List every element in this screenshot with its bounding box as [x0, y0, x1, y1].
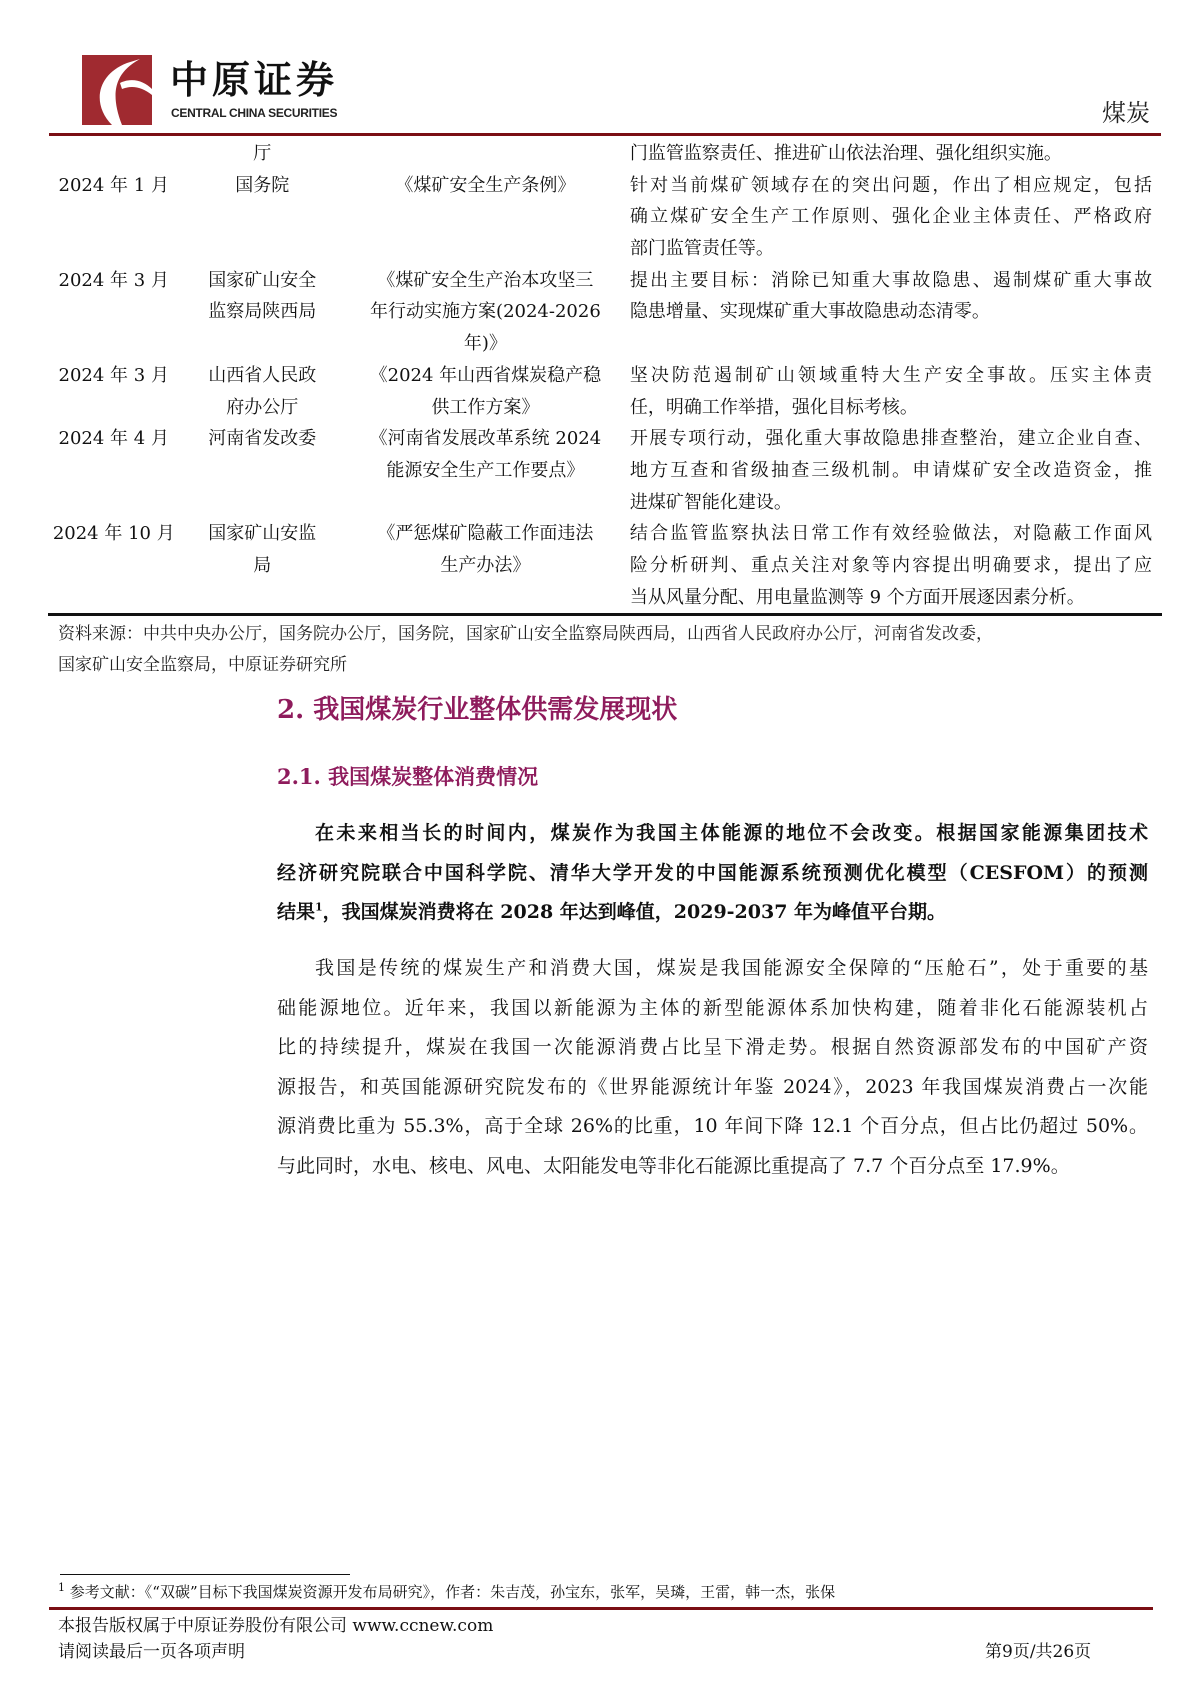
issuer-cell: [180, 265, 345, 360]
cell-line: 进煤矿智能化建设。: [629, 491, 792, 513]
page-number: 第9页/共26页: [985, 1642, 1092, 1662]
table-row: [48, 265, 1152, 360]
date-cell: [48, 518, 180, 613]
document-cell: [345, 265, 626, 360]
issuer-cell: [180, 360, 345, 423]
cell-line: 2024 年 3 月: [58, 364, 169, 386]
date-cell: [48, 265, 180, 360]
subsection-heading: 2.1. 我国煤炭整体消费情况: [277, 764, 539, 789]
disclaimer-notice: 请阅读最后一页各项声明: [58, 1642, 245, 1662]
date-cell: [48, 170, 180, 265]
content-cell: [626, 138, 1152, 170]
cell-line: 部门监管责任等。: [629, 238, 774, 260]
cell-line: 年行动实施方案(2024-2026: [370, 301, 601, 323]
document-cell: [345, 360, 626, 423]
cell-line: 当从风量分配、用电量监测等 9 个方面开展逐因素分析。: [629, 586, 1085, 608]
key-finding-paragraph: [277, 814, 1148, 933]
issuer-cell: [180, 170, 345, 265]
cell-line: 2024 年 4 月: [58, 428, 169, 450]
table-row: [48, 360, 1152, 423]
cell-line: 针对当前煤矿领域存在的突出问题，作出了相应规定，包括: [629, 174, 1152, 196]
document-cell: [345, 138, 626, 170]
cell-line: 门监管监察责任、推进矿山依法治理、强化组织实施。: [629, 143, 1062, 164]
content-cell: [626, 170, 1152, 265]
content-cell: [626, 518, 1152, 613]
cell-line: 坚决防范遏制矿山领域重特大生产安全事故。压实主体责: [629, 364, 1152, 386]
logo-english-name: CENTRAL CHINA SECURITIES: [171, 106, 338, 120]
cell-line: 提出主要目标：消除已知重大事故隐患、遏制煤矿重大事故: [629, 269, 1152, 291]
policy-table: [48, 138, 1152, 613]
paragraph-line: 与此同时，水电、核电、风电、太阳能发电等非化石能源比重提高了 7.7 个百分点至 17.9%。: [277, 1154, 1070, 1177]
paragraph-line: 我国是传统的煤炭生产和消费大国，煤炭是我国能源安全保障的“压舱石”，处于重要的基: [315, 957, 1148, 979]
document-cell: [345, 518, 626, 613]
table-row: [48, 170, 1152, 265]
cell-line: 隐患增量、实现煤矿重大事故隐患动态清零。: [629, 301, 990, 323]
footnote-number: 1: [58, 1581, 65, 1594]
cell-line: 《煤矿安全生产治本攻坚三: [377, 269, 594, 291]
source-line: 国家矿山安全监察局，中原证券研究所: [58, 655, 347, 675]
cell-line: 《河南省发展改革系统 2024: [369, 428, 602, 450]
source-line: 资料来源：中共中央办公厅，国务院办公厅，国务院，国家矿山安全监察局陕西局，山西省人民政府办公厅，河南省发改委，: [58, 624, 993, 644]
cell-line: 监察局陕西局: [208, 301, 317, 323]
paragraph-text: 结果: [277, 901, 316, 924]
industry-label: 煤炭: [1102, 99, 1150, 127]
paragraph-line: 础能源地位。近年来，我国以新能源为主体的新型能源体系加快构建，随着非化石能源装机占: [277, 996, 1148, 1019]
content-cell: [626, 265, 1152, 360]
cell-line: 供工作方案》: [431, 396, 540, 418]
date-cell: [48, 423, 180, 518]
footnote-text: 参考文献：《“双碳”目标下我国煤炭资源开发布局研究》，作者：朱吉茂，孙宝东，张军，吴璘，王雷，韩一杰，张保: [69, 1583, 836, 1601]
content-cell: [626, 423, 1152, 518]
footnote: [58, 1582, 835, 1602]
footnote-divider: [60, 1574, 350, 1575]
cell-line: 《煤矿安全生产条例》: [395, 174, 576, 196]
paragraph-line: 源消费比重为 55.3%，高于全球 26%的比重，10 年间下降 12.1 个百分点，但占比仍超过 50%。: [277, 1115, 1148, 1138]
table-row: [48, 138, 1152, 170]
cell-line: 结合监管监察执法日常工作有效经验做法，对隐蔽工作面风: [629, 523, 1152, 545]
cell-line: 2024 年 10 月: [52, 523, 175, 545]
table-row: [48, 423, 1152, 518]
paragraph-text: ，我国煤炭消费将在 2028 年达到峰值，2029-2037 年为峰值平台期。: [322, 901, 947, 924]
cell-line: 2024 年 3 月: [58, 269, 169, 291]
cell-line: 地方互查和省级抽查三级机制。申请煤矿安全改造资金，推: [629, 459, 1152, 481]
content-cell: [626, 360, 1152, 423]
footer-divider: [49, 1607, 1153, 1610]
issuer-cell: [180, 518, 345, 613]
company-logo-icon: [82, 55, 152, 125]
cell-line: 开展专项行动，强化重大事故隐患排查整治，建立企业自查、: [629, 428, 1152, 450]
footnote-ref[interactable]: 1: [315, 900, 323, 914]
paragraph-line: 源报告，和英国能源研究院发布的《世界能源统计年鉴 2024》，2023 年我国煤炭消费占一次能: [277, 1075, 1148, 1098]
cell-line: 确立煤矿安全生产工作原则、强化企业主体责任、严格政府: [629, 206, 1152, 228]
table-source-note: [58, 619, 993, 681]
copyright-notice: 本报告版权属于中原证券股份有限公司 www.ccnew.com: [58, 1616, 494, 1636]
cell-line: 山西省人民政: [208, 364, 317, 386]
issuer-cell: [180, 423, 345, 518]
date-cell: [48, 138, 180, 170]
paragraph-line: [277, 893, 1148, 933]
cell-line: 局: [253, 554, 272, 576]
paragraph-line: 在未来相当长的时间内，煤炭作为我国主体能源的地位不会改变。根据国家能源集团技术: [315, 822, 1148, 844]
cell-line: 能源安全生产工作要点》: [386, 459, 585, 481]
cell-line: 《严惩煤矿隐蔽工作面违法: [377, 523, 594, 545]
cell-line: 生产办法》: [440, 554, 531, 576]
cell-line: 国家矿山安全: [208, 269, 317, 291]
date-cell: [48, 360, 180, 423]
document-cell: [345, 423, 626, 518]
document-cell: [345, 170, 626, 265]
body-paragraph: [277, 949, 1148, 1187]
cell-line: 厅: [253, 143, 272, 164]
paragraph-line: 比的持续提升，煤炭在我国一次能源消费占比呈下滑走势。根据自然资源部发布的中国矿产资: [277, 1036, 1148, 1059]
cell-line: 河南省发改委: [208, 428, 317, 450]
paragraph-line: 经济研究院联合中国科学院、清华大学开发的中国能源系统预测优化模型（CESFOM）的预测: [277, 861, 1148, 884]
cell-line: 府办公厅: [226, 396, 299, 418]
cell-line: 年)》: [463, 333, 507, 355]
issuer-cell: [180, 138, 345, 170]
header-divider: [49, 133, 1161, 136]
cell-line: 险分析研判、重点关注对象等内容提出明确要求，提出了应: [629, 554, 1152, 576]
cell-line: 《2024 年山西省煤炭稳产稳: [369, 364, 602, 386]
cell-line: 2024 年 1 月: [58, 174, 169, 196]
cell-line: 国家矿山安监: [208, 523, 317, 545]
table-bottom-border: [48, 613, 1162, 616]
table-row: [48, 518, 1152, 613]
cell-line: 任，明确工作举措，强化目标考核。: [629, 396, 918, 418]
cell-line: 国务院: [235, 174, 290, 196]
logo-chinese-name: 中原证券: [170, 57, 339, 102]
section-heading: 2. 我国煤炭行业整体供需发展现状: [277, 695, 678, 725]
